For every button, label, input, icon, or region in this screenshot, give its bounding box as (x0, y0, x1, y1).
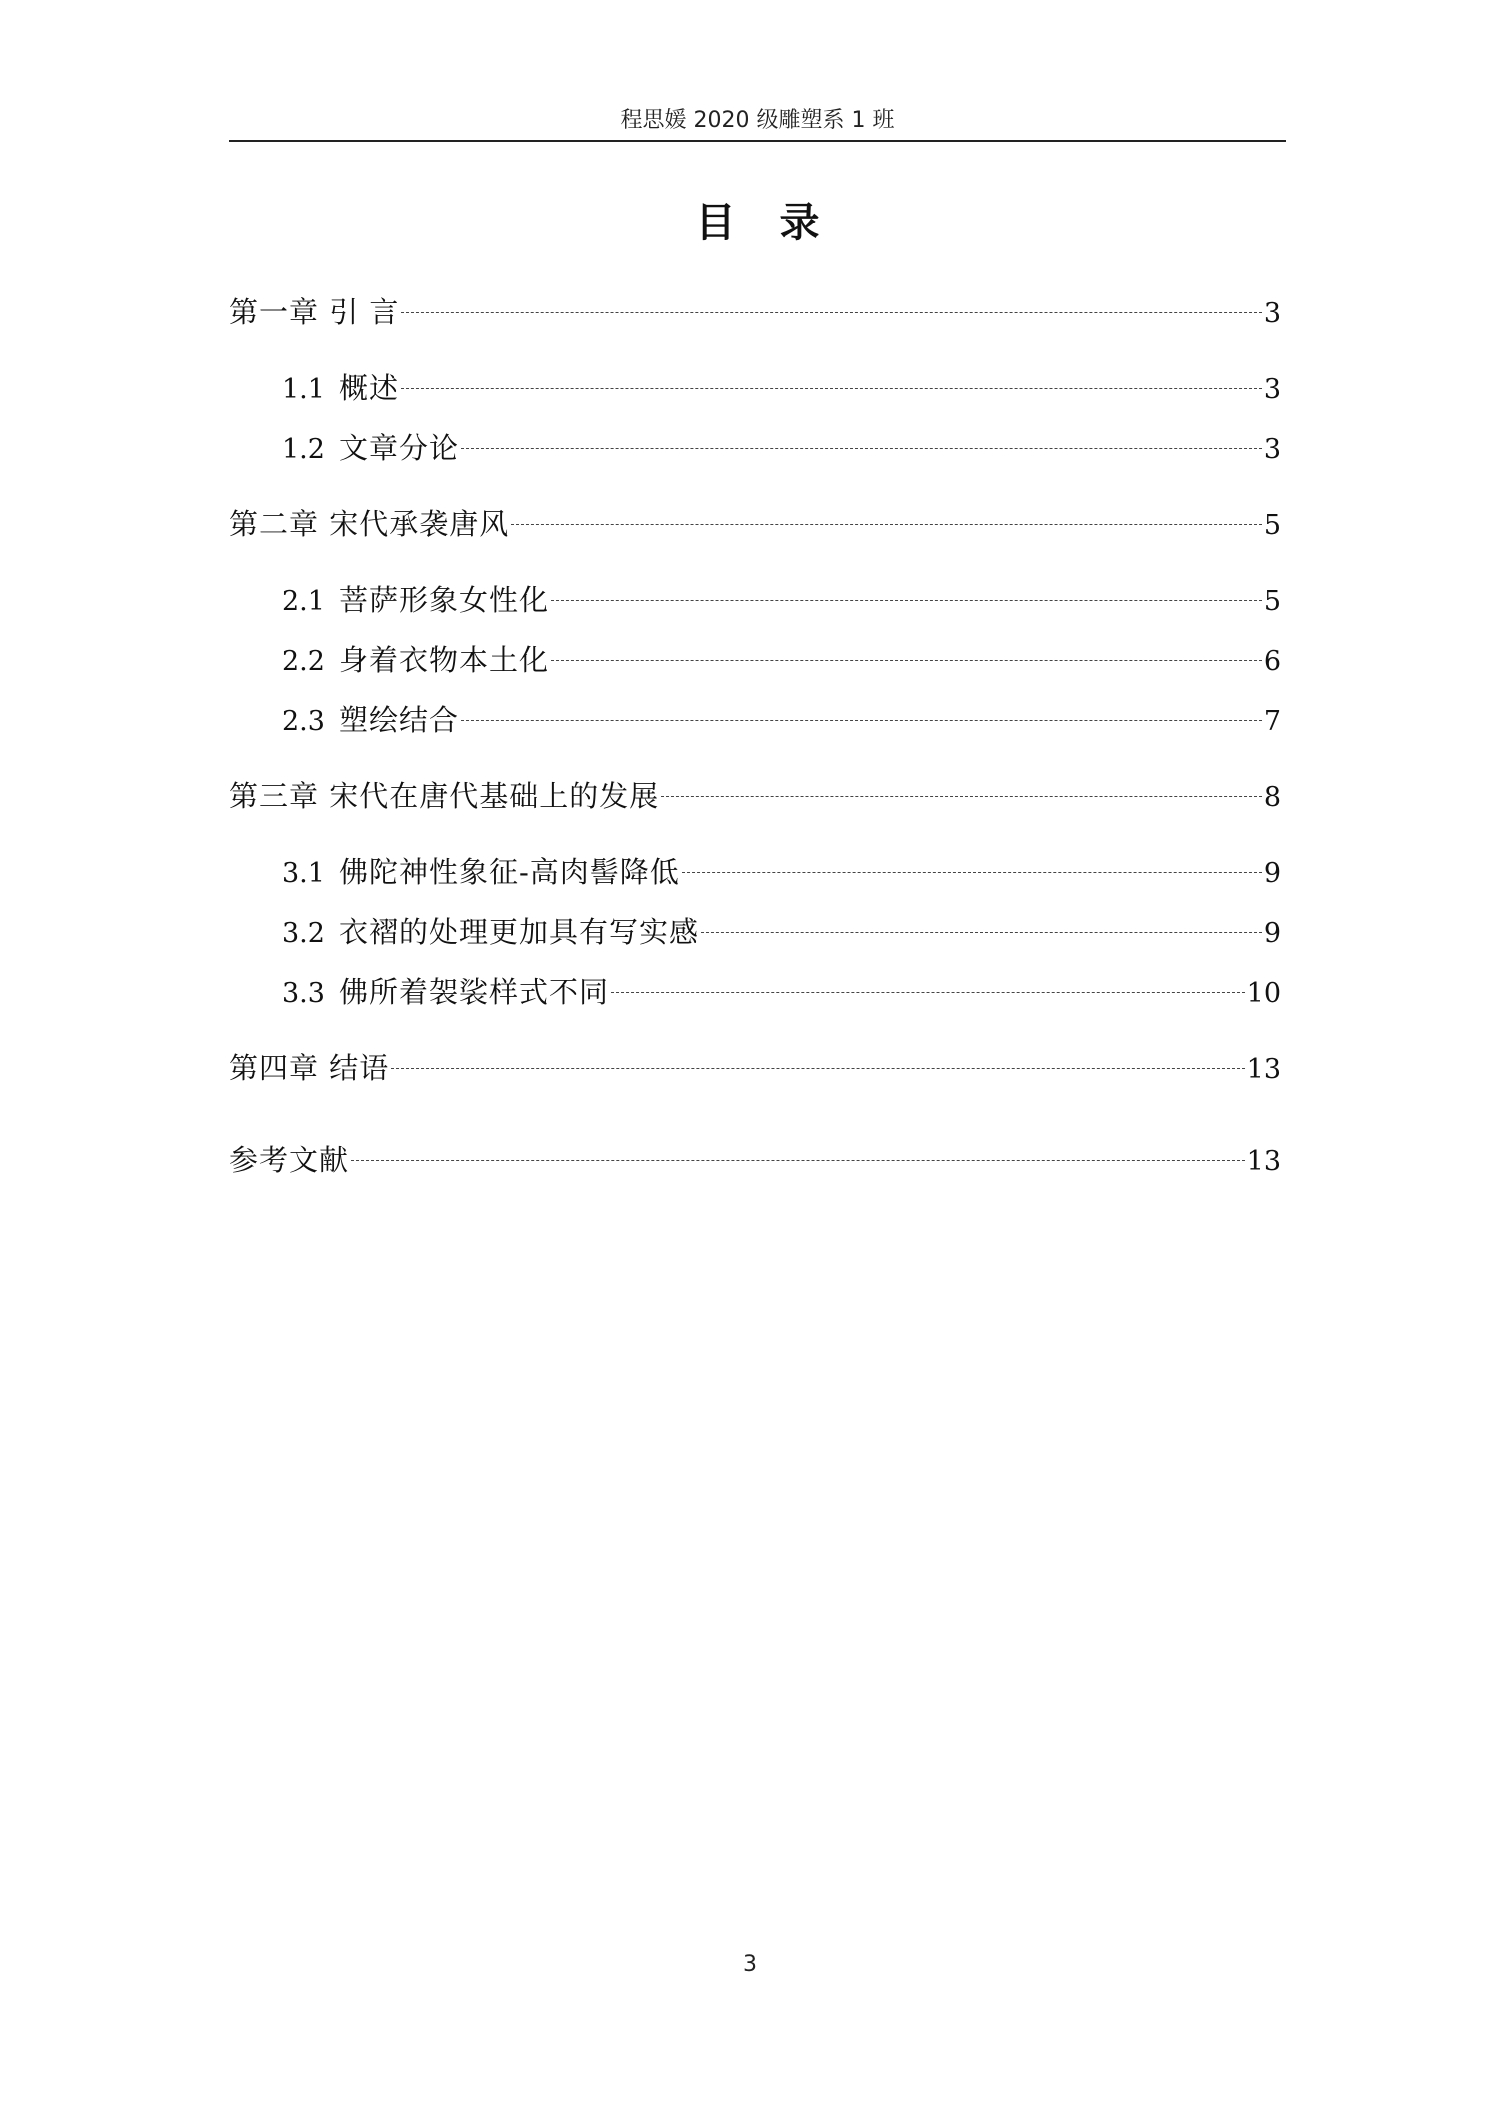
toc-entry-page: 5 (1263, 510, 1281, 541)
toc-entry-number: 1.1 (282, 374, 325, 405)
toc-leader (511, 524, 1262, 525)
toc-entry-chapter-3[interactable] (229, 776, 1281, 818)
toc-entry-text: 参考文献 (229, 1143, 350, 1177)
toc-entry-number: 3.3 (282, 978, 325, 1009)
toc-entry-page: 7 (1263, 706, 1281, 737)
toc-entry-chapter-2[interactable] (229, 504, 1281, 546)
toc-entry-section-2-1[interactable] (282, 580, 1281, 622)
toc-leader (551, 600, 1262, 601)
toc-entry-text: 身着衣物本土化 (338, 643, 549, 677)
toc-entry-section-3-3[interactable] (282, 972, 1281, 1014)
toc-leader (551, 660, 1262, 661)
page-header: 程思媛 2020 级雕塑系 1 班 (620, 108, 895, 133)
toc-leader (461, 448, 1262, 449)
toc-entry-chapter-1[interactable] (229, 292, 1281, 334)
toc-entry-section-2-2[interactable] (282, 640, 1281, 682)
toc-entry-text: 第三章 宋代在唐代基础上的发展 (229, 779, 660, 813)
toc-entry-section-2-3[interactable] (282, 700, 1281, 742)
toc-entry-page: 3 (1263, 374, 1281, 405)
toc-entry-text: 衣褶的处理更加具有写实感 (338, 915, 699, 949)
toc-entry-page: 3 (1263, 434, 1281, 465)
toc-entry-text: 第二章 宋代承袭唐风 (229, 507, 510, 541)
toc-entry-section-3-2[interactable] (282, 912, 1281, 954)
toc-entry-number: 2.3 (282, 706, 325, 737)
toc-entry-references[interactable] (229, 1140, 1281, 1182)
toc-entry-number: 2.2 (282, 646, 325, 677)
toc-leader (351, 1160, 1245, 1161)
toc-entry-section-3-1[interactable] (282, 852, 1281, 894)
toc-entry-page: 3 (1263, 298, 1281, 329)
toc-leader (611, 992, 1245, 993)
toc-entry-text: 佛陀神性象征-高肉髻降低 (338, 855, 680, 889)
toc-title: 目录 (695, 200, 864, 246)
toc-entry-section-1-2[interactable] (282, 428, 1281, 470)
toc-entry-number: 3.1 (282, 858, 325, 889)
toc-leader (461, 720, 1262, 721)
toc-entry-page: 9 (1263, 858, 1281, 889)
toc-entry-text: 概述 (338, 371, 399, 405)
toc-leader (701, 932, 1262, 933)
toc-entry-text: 佛所着袈裟样式不同 (338, 975, 609, 1009)
toc-entry-number: 3.2 (282, 918, 325, 949)
toc-leader (401, 388, 1262, 389)
toc-entry-number: 1.2 (282, 434, 325, 465)
toc-entry-text: 塑绘结合 (338, 703, 459, 737)
toc-leader (682, 872, 1262, 873)
toc-entry-page: 5 (1263, 586, 1281, 617)
toc-entry-text: 第一章 引 言 (229, 295, 400, 329)
toc-leader (401, 312, 1261, 313)
toc-entry-text: 第四章 结语 (229, 1051, 390, 1085)
toc-entry-page: 8 (1263, 782, 1281, 813)
toc-entry-section-1-1[interactable] (282, 368, 1281, 410)
toc-entry-text: 菩萨形象女性化 (338, 583, 549, 617)
toc-leader (391, 1068, 1244, 1069)
toc-entry-text: 文章分论 (338, 431, 459, 465)
toc-entry-page: 6 (1263, 646, 1281, 677)
toc-entry-chapter-4[interactable] (229, 1048, 1281, 1090)
toc-entry-number: 2.1 (282, 586, 325, 617)
header-divider (229, 140, 1286, 142)
toc-entry-page: 10 (1246, 978, 1281, 1009)
toc-leader (661, 796, 1262, 797)
page-number: 3 (743, 1952, 757, 1977)
toc-entry-page: 13 (1246, 1146, 1281, 1177)
toc-entry-page: 13 (1246, 1054, 1281, 1085)
toc-entry-page: 9 (1263, 918, 1281, 949)
